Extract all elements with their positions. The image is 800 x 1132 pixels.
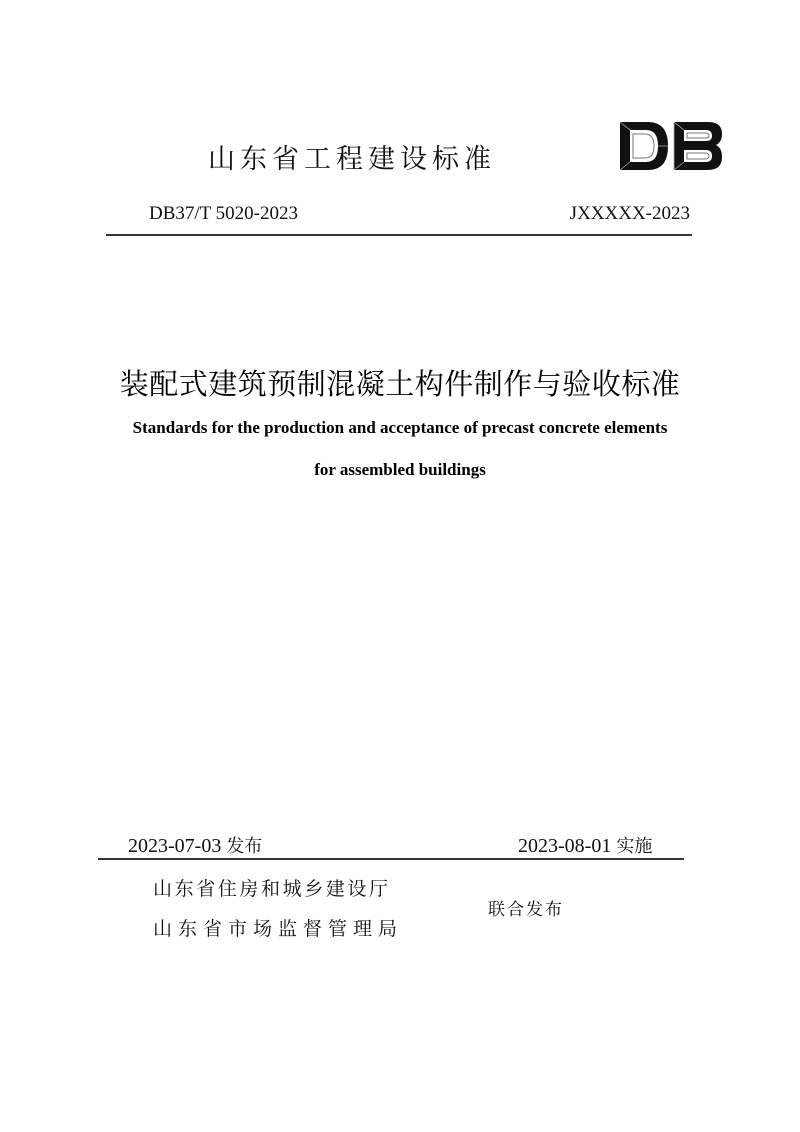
document-title-english-line1: Standards for the production and acceptance of precast concrete elements (132, 418, 668, 437)
implement-date (518, 834, 652, 859)
header-divider (106, 234, 692, 236)
implement-label: 实施 (616, 836, 653, 857)
record-number: JXXXXX-2023 (569, 203, 690, 224)
standard-type-heading: 山东省工程建设标准 (208, 144, 496, 175)
issuer-organization: 山东省市场监督管理局 (153, 918, 404, 940)
db-logo-icon (618, 120, 724, 172)
standard-code: DB37/T 5020-2023 (149, 203, 299, 224)
issuer-organization: 山东省住房和城乡建设厅 (153, 878, 391, 900)
footer-divider (98, 858, 684, 860)
issue-date-value: 2023-07-03 (128, 835, 222, 857)
issue-label: 发布 (226, 836, 263, 857)
issue-date (128, 834, 262, 859)
joint-issue-label: 联合发布 (488, 900, 564, 920)
document-title-english-line2: for assembled buildings (314, 460, 486, 479)
document-title-chinese: 装配式建筑预制混凝土构件制作与验收标准 (119, 367, 681, 401)
implement-date-value: 2023-08-01 (518, 835, 612, 857)
